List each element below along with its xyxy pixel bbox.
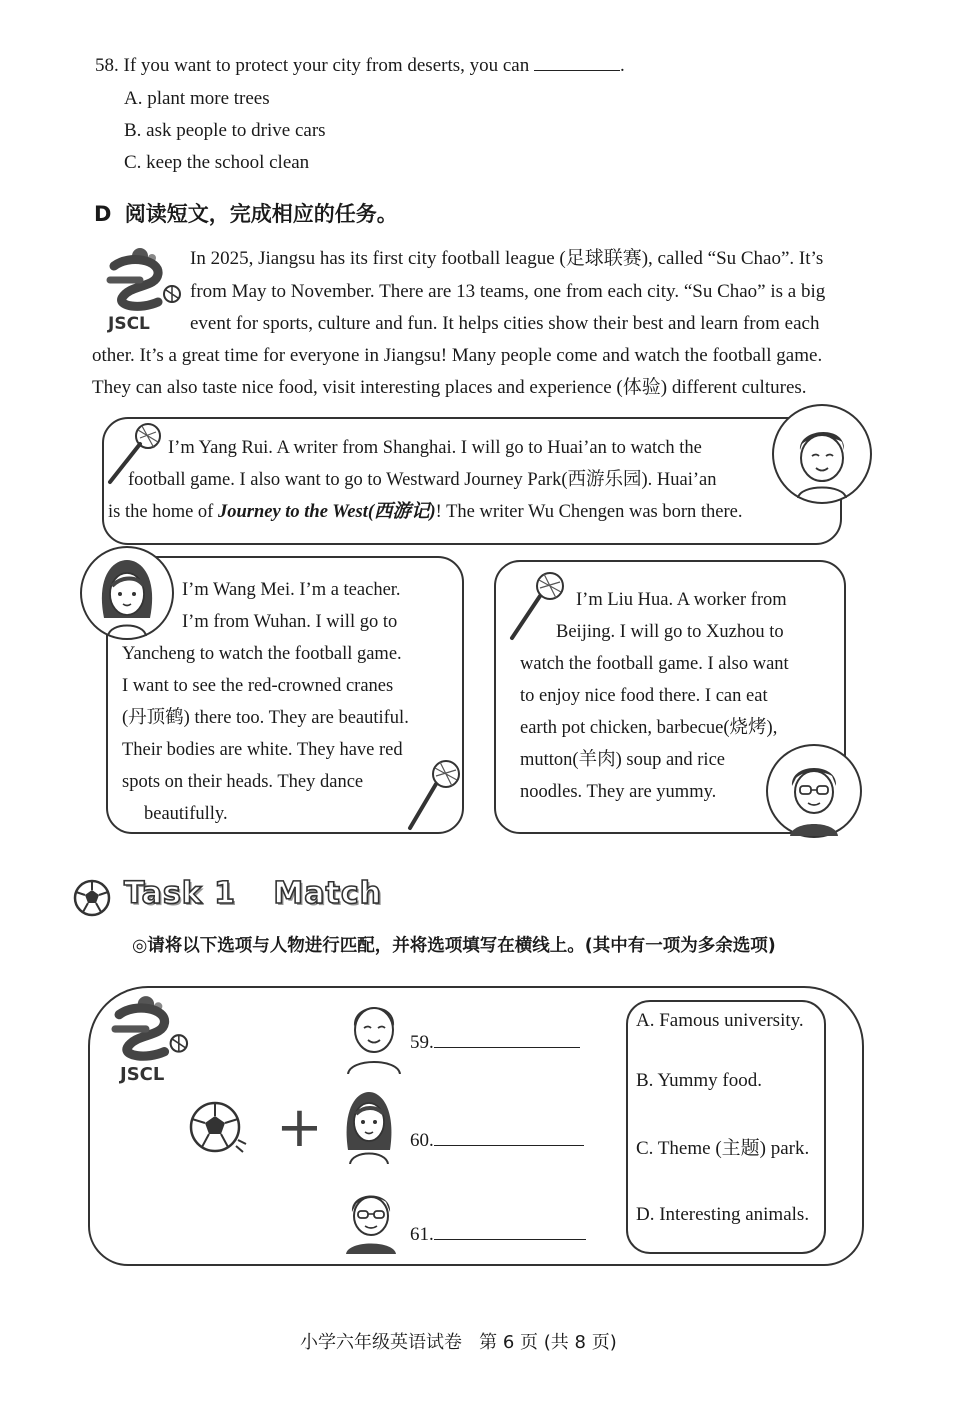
q58-answer-blank[interactable]	[534, 70, 620, 71]
wang-mei-line-1: I’m Wang Mei. I’m a teacher.	[182, 580, 401, 600]
girl-face-icon	[344, 1090, 394, 1164]
q59	[410, 1032, 580, 1054]
plus-sign: +	[276, 1095, 323, 1160]
section-label: D	[94, 202, 112, 226]
section-title: 阅读短文，完成相应的任务。	[124, 202, 398, 226]
q58-stem-text: 58. If you want to protect your city from deserts, you can	[95, 55, 530, 76]
task-title	[124, 876, 382, 911]
option-d: D. Interesting animals.	[636, 1204, 810, 1225]
wang-mei-line-4: I want to see the red-crowned cranes	[122, 676, 394, 696]
section-header	[94, 198, 398, 228]
liu-hua-line-3: watch the football game. I also want	[520, 654, 789, 674]
option-c: C. Theme (主题) park.	[636, 1138, 810, 1159]
jscl-logo	[100, 244, 186, 336]
girl-face-icon	[82, 548, 172, 638]
passage-line-4: other. It’s a great time for everyone in Jiangsu! Many people come and watch the football game.	[92, 345, 823, 366]
q60-answer-blank[interactable]	[434, 1145, 584, 1146]
liu-hua-line-6: mutton(羊肉) soup and rice	[520, 750, 725, 770]
yang-rui-line-3-pre: is the home of	[108, 502, 218, 522]
q58-option-a: A. plant more trees	[124, 88, 270, 109]
yang-rui-line-2: football game. I also want to go to Westward Journey Park(西游乐园). Huai’an	[128, 470, 717, 490]
su-chao-logo-icon	[100, 244, 186, 314]
q58-option-b: B. ask people to drive cars	[124, 120, 326, 141]
option-a: A. Famous university.	[636, 1010, 804, 1031]
task-instruction: ◎请将以下选项与人物进行匹配，并将选项填写在横线上。(其中有一项为多余选项)	[132, 936, 776, 956]
logo-text: JSCL	[120, 1064, 165, 1085]
q61-answer-blank[interactable]	[434, 1239, 586, 1240]
passage-line-3: event for sports, culture and fun. It helps cities show their best and learn from each	[190, 313, 820, 334]
wang-mei-line-3: Yancheng to watch the football game.	[122, 644, 402, 664]
wang-mei-line-8: beautifully.	[144, 804, 228, 824]
football-icon	[72, 878, 112, 918]
logo-text: JSCL	[108, 314, 150, 334]
yang-rui-line-3-post: ! The writer Wu Chengen was born there.	[435, 502, 743, 522]
liu-hua-line-4: to enjoy nice food there. I can eat	[520, 686, 768, 706]
task-name: Match	[273, 876, 383, 911]
liu-hua-line-2: Beijing. I will go to Xuzhou to	[556, 622, 784, 642]
passage-line-1: In 2025, Jiangsu has its first city football league (足球联赛), called “Su Chao”. It’s	[190, 248, 824, 269]
microphone-icon	[398, 756, 468, 836]
q58-option-c: C. keep the school clean	[124, 152, 310, 173]
football-icon	[188, 1100, 248, 1156]
task-label: Task 1	[124, 876, 236, 911]
liu-hua-match-avatar	[342, 1186, 400, 1259]
boy-face-icon	[344, 996, 404, 1074]
liu-hua-line-5: earth pot chicken, barbecue(烧烤),	[520, 718, 778, 738]
q58-stem	[95, 55, 625, 77]
passage-line-5: They can also taste nice food, visit interesting places and experience (体验) different cultures.	[92, 377, 807, 398]
wang-mei-match-avatar	[344, 1090, 394, 1169]
q58-end: .	[620, 55, 625, 76]
passage-line-2: from May to November. There are 13 teams, one from each city. “Su Chao” is a big	[190, 281, 826, 302]
book-title: Journey to the West(西游记)	[217, 502, 436, 522]
boy-face-icon	[774, 406, 870, 502]
wang-mei-line-7: spots on their heads. They dance	[122, 772, 364, 792]
boy-glasses-face-icon	[768, 746, 860, 836]
liu-hua-line-1: I’m Liu Hua. A worker from	[576, 590, 787, 610]
wang-mei-line-5: (丹顶鹤) there too. They are beautiful.	[122, 708, 409, 728]
q59-answer-blank[interactable]	[434, 1047, 580, 1048]
option-b: B. Yummy food.	[636, 1070, 762, 1091]
q59-number: 59.	[410, 1032, 434, 1053]
su-chao-logo-icon	[102, 992, 196, 1064]
yang-rui-line-3	[108, 496, 743, 528]
q60	[410, 1130, 584, 1152]
liu-hua-line-7: noodles. They are yummy.	[520, 782, 717, 802]
yang-rui-avatar	[772, 404, 872, 504]
q60-number: 60.	[410, 1130, 434, 1151]
boy-glasses-face-icon	[342, 1186, 400, 1254]
page-footer: 小学六年级英语试卷 第 6 页 (共 8 页)	[300, 1332, 617, 1353]
yang-rui-line-1: I’m Yang Rui. A writer from Shanghai. I will go to Huai’an to watch the	[168, 438, 702, 458]
q61-number: 61.	[410, 1224, 434, 1245]
q61	[410, 1224, 586, 1246]
jscl-logo	[102, 992, 196, 1086]
yang-rui-match-avatar	[344, 996, 404, 1079]
wang-mei-line-2: I’m from Wuhan. I will go to	[182, 612, 398, 632]
wang-mei-avatar	[80, 546, 174, 640]
liu-hua-avatar	[766, 744, 862, 838]
wang-mei-line-6: Their bodies are white. They have red	[122, 740, 403, 760]
